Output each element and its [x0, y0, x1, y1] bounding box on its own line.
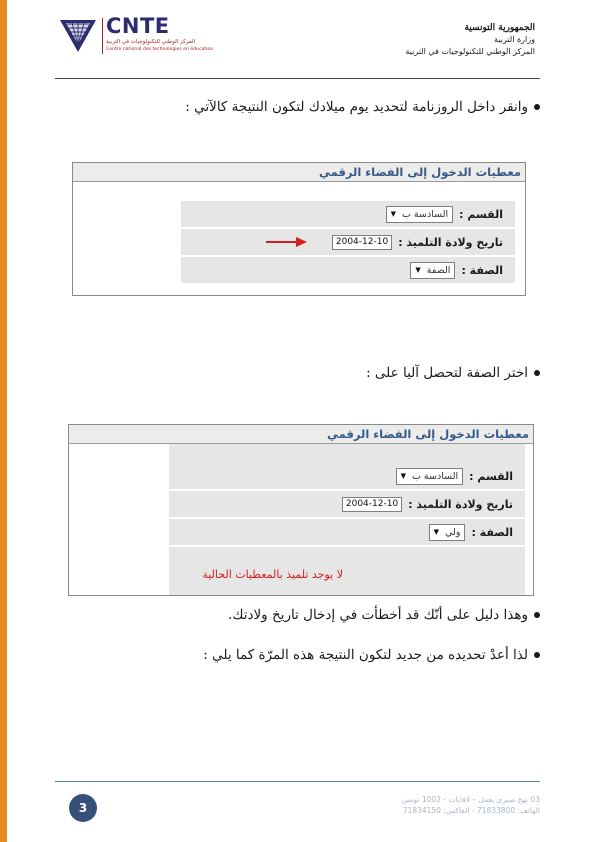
- instruction-step-2-text: اختر الصفة لتحصل آليا على :: [366, 365, 528, 381]
- error-message: لا يوجد تلميذ بالمعطيات الحالية: [202, 568, 343, 581]
- instruction-step-3: [228, 607, 540, 623]
- class-select[interactable]: [386, 206, 454, 223]
- panel-1-body: [73, 182, 525, 295]
- panel-2-body: [69, 444, 533, 595]
- bullet-icon: [534, 370, 540, 376]
- dropdown-arrow-icon: ▼: [390, 210, 396, 218]
- class-label: القسم :: [459, 207, 503, 221]
- red-arrow-icon: [266, 236, 308, 248]
- bullet-icon: [534, 104, 540, 110]
- role-select-value: ولي: [445, 526, 461, 538]
- footer-address-line: 03 نهج صبرى بعمل – لافايات - 1002 تونس: [401, 795, 540, 804]
- class-select-value: السادسة ب: [401, 208, 449, 220]
- footer-divider: [55, 781, 540, 782]
- bullet-icon: [534, 612, 540, 618]
- login-form-panel-1: [72, 162, 526, 296]
- birthdate-label: تاريخ ولادة التلميذ :: [408, 497, 513, 511]
- class-select[interactable]: [396, 468, 464, 485]
- dropdown-arrow-icon: ▼: [415, 266, 421, 274]
- bullet-icon: [534, 652, 540, 658]
- role-label: الصفة :: [461, 263, 503, 277]
- birthdate-label: تاريخ ولادة التلميذ :: [398, 235, 503, 249]
- birthdate-input[interactable]: 2004-12-10: [332, 235, 392, 250]
- logo-title: CNTE: [106, 14, 170, 38]
- footer-phones-line: الهاتف: 71833800 - الفاكس: 71834150: [402, 806, 540, 815]
- panel-1-fields: [181, 201, 515, 285]
- instruction-step-4-text: لذا أعدْ تحديده من جديد لتكون النتيجة هذه المرّة كما يلي :: [203, 647, 528, 663]
- org-line-center: المركز الوطني للتكنولوجيات في التربية: [405, 47, 535, 56]
- role-select[interactable]: [429, 524, 466, 541]
- cnte-logo: [58, 12, 248, 58]
- instruction-step-2: [366, 365, 540, 381]
- role-row: [169, 519, 525, 547]
- class-row: [169, 463, 525, 491]
- instruction-step-4: [203, 647, 540, 663]
- dropdown-arrow-icon: ▼: [400, 472, 406, 480]
- role-row: [181, 257, 515, 285]
- birthdate-input[interactable]: 2004-12-10: [342, 497, 402, 512]
- footer-address: [402, 794, 540, 816]
- organization-header: [405, 22, 535, 58]
- page-number-badge: 3: [69, 794, 97, 822]
- logo-subtitle-fr: Centre national des technologies en éducation: [106, 47, 214, 52]
- org-line-republic: الجمهورية التونسية: [464, 23, 535, 33]
- class-select-value: السادسة ب: [411, 470, 459, 482]
- role-label: الصفة :: [471, 525, 513, 539]
- role-select-value: الصفة: [426, 264, 451, 276]
- org-line-ministry: وزارة التربية: [494, 35, 535, 44]
- login-form-panel-2: [68, 424, 534, 596]
- instruction-step-1: [185, 99, 540, 115]
- class-label: القسم :: [469, 469, 513, 483]
- panel-1-title: معطيات الدخول إلى الفضاء الرقمي: [73, 163, 525, 182]
- birthdate-row: [169, 491, 525, 519]
- dropdown-arrow-icon: ▼: [433, 528, 440, 536]
- logo-divider: [102, 18, 103, 54]
- cnte-emblem-icon: [58, 12, 98, 56]
- role-select[interactable]: [410, 262, 455, 279]
- class-row: [181, 201, 515, 229]
- header-divider: [55, 78, 540, 79]
- birthdate-row: [181, 229, 515, 257]
- panel-2-title: معطيات الدخول إلى الفضاء الرقمي: [69, 425, 533, 444]
- left-accent-bar: [0, 0, 7, 842]
- instruction-step-3-text: وهذا دليل على أنّك قد أخطأت في إدخال تاريخ ولادتك.: [228, 607, 528, 623]
- logo-subtitle-ar: المركز الوطني للتكنولوجيات في التربية: [106, 39, 196, 45]
- instruction-step-1-text: وانقر داخل الروزنامة لتحديد يوم ميلادك لتكون النتيجة كالآتي :: [185, 99, 528, 115]
